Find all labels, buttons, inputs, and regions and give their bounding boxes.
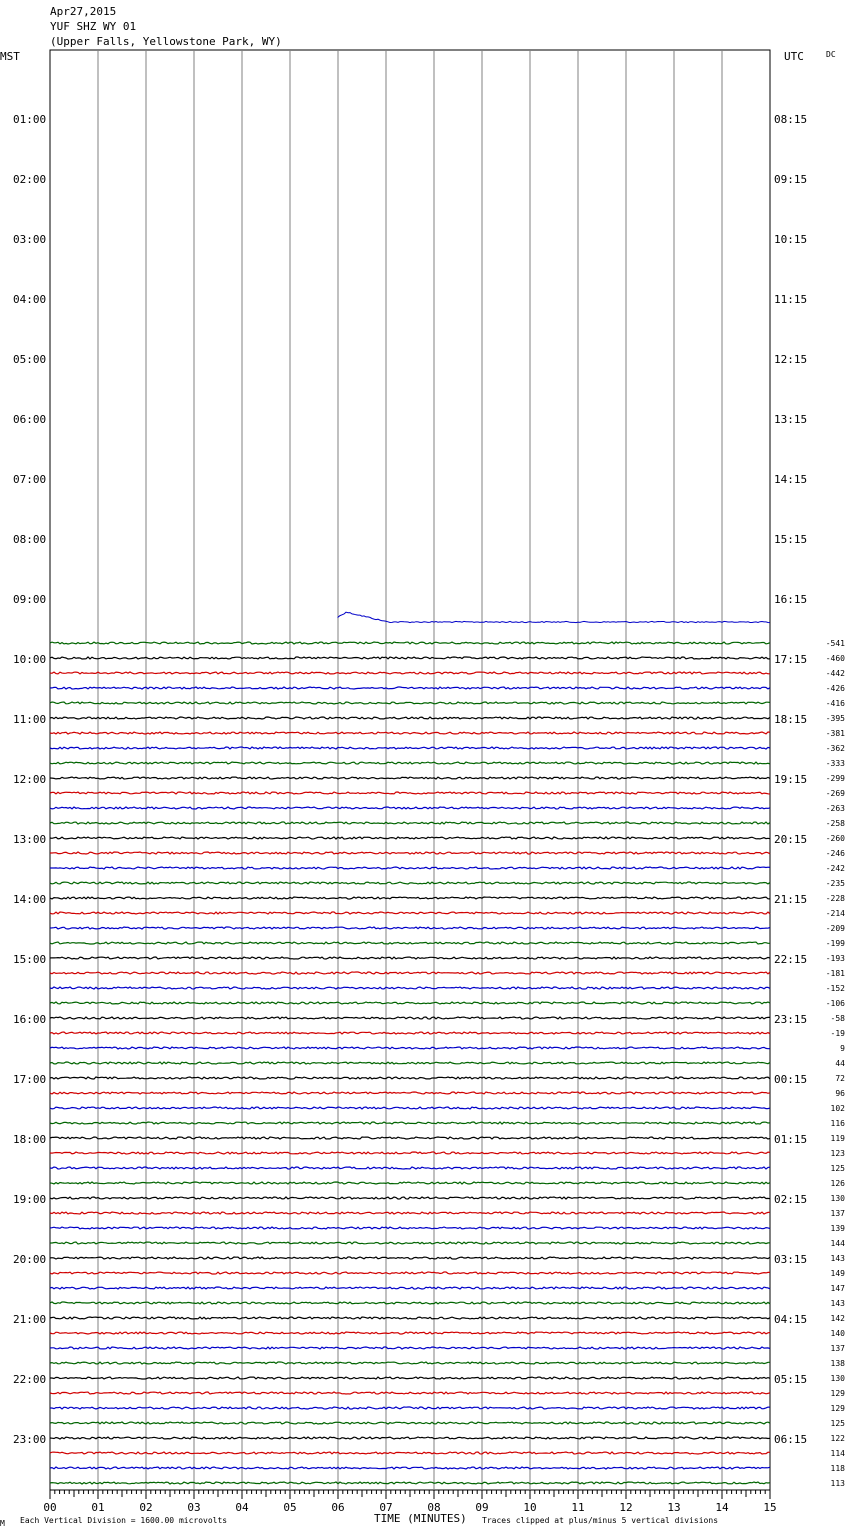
- x-axis-title: TIME (MINUTES): [374, 1512, 467, 1525]
- seismic-trace: [50, 822, 770, 824]
- x-tick-label: 00: [43, 1501, 57, 1514]
- x-tick-label: 10: [523, 1501, 537, 1514]
- mst-hour-label: 05:00: [13, 353, 47, 366]
- seismic-trace: [50, 1482, 770, 1484]
- utc-hour-label: 21:15: [774, 893, 808, 906]
- mst-hour-label: 01:00: [13, 113, 47, 126]
- station-label: YUF SHZ WY 01: [50, 20, 137, 33]
- mst-hour-label: 11:00: [13, 713, 47, 726]
- dc-offset-label: 123: [830, 1149, 845, 1158]
- seismic-trace: [50, 1122, 770, 1124]
- corner-mark: M: [0, 1519, 5, 1528]
- dc-offset-label: -426: [825, 684, 845, 693]
- seismic-trace: [50, 972, 770, 974]
- seismic-trace: [50, 702, 770, 704]
- seismic-trace: [50, 1032, 770, 1034]
- mst-hour-label: 10:00: [13, 653, 47, 666]
- seismic-trace: [50, 1452, 770, 1454]
- seismic-trace: [50, 642, 770, 644]
- utc-hour-label: 12:15: [774, 353, 808, 366]
- dc-offset-label: 129: [830, 1389, 845, 1398]
- x-tick-label: 08: [427, 1501, 441, 1514]
- seismic-trace: [50, 1362, 770, 1364]
- mst-hour-label: 14:00: [13, 893, 47, 906]
- dc-offset-label: -181: [825, 969, 845, 978]
- dc-offset-label: 118: [830, 1464, 845, 1473]
- dc-offset-label: 142: [830, 1314, 845, 1323]
- seismic-trace: [50, 1437, 770, 1439]
- seismic-trace: [50, 1332, 770, 1334]
- seismic-trace: [50, 1317, 770, 1319]
- dc-offset-label: 122: [830, 1434, 845, 1443]
- dc-offset-label: -106: [825, 999, 845, 1008]
- seismic-trace: [50, 867, 770, 869]
- dc-offset-label: 119: [830, 1134, 845, 1143]
- dc-offset-label: -235: [825, 879, 845, 888]
- utc-hour-label: 09:15: [774, 173, 808, 186]
- mst-hour-label: 19:00: [13, 1193, 47, 1206]
- seismic-trace: [50, 792, 770, 794]
- x-tick-label: 09: [475, 1501, 489, 1514]
- x-tick-label: 13: [667, 1501, 681, 1514]
- seismic-trace: [50, 897, 770, 899]
- dc-offset-label: 129: [830, 1404, 845, 1413]
- mst-hour-label: 12:00: [13, 773, 47, 786]
- dc-offset-label: -416: [825, 699, 845, 708]
- seismic-trace: [50, 717, 770, 719]
- utc-hour-label: 03:15: [774, 1253, 808, 1266]
- location-label: (Upper Falls, Yellowstone Park, WY): [50, 35, 282, 48]
- dc-offset-label: -242: [825, 864, 845, 873]
- utc-hour-label: 10:15: [774, 233, 808, 246]
- seismic-trace: [50, 1407, 770, 1409]
- seismic-trace: [50, 942, 770, 944]
- seismic-trace: [50, 1467, 770, 1469]
- seismic-trace: [50, 1287, 770, 1289]
- seismic-trace: [50, 1107, 770, 1109]
- utc-axis-title: UTC: [784, 50, 804, 63]
- mst-hour-label: 17:00: [13, 1073, 47, 1086]
- x-tick-label: 07: [379, 1501, 393, 1514]
- mst-hour-label: 23:00: [13, 1433, 47, 1446]
- seismic-trace: [50, 1272, 770, 1274]
- seismic-trace: [50, 1002, 770, 1004]
- x-tick-label: 12: [619, 1501, 633, 1514]
- dc-offset-label: 72: [835, 1074, 845, 1083]
- utc-hour-label: 16:15: [774, 593, 808, 606]
- dc-offset-label: -460: [825, 654, 845, 663]
- dc-offset-label: -381: [825, 729, 845, 738]
- seismic-trace: [50, 1047, 770, 1049]
- mst-hour-label: 13:00: [13, 833, 47, 846]
- utc-hour-label: 01:15: [774, 1133, 808, 1146]
- seismic-trace: [50, 777, 770, 779]
- dc-label: DC: [826, 50, 836, 59]
- seismic-trace: [50, 837, 770, 839]
- scale-note: Each Vertical Division = 1600.00 microvolts: [20, 1516, 228, 1525]
- mst-hour-label: 22:00: [13, 1373, 47, 1386]
- seismic-trace: [50, 672, 770, 674]
- dc-offset-label: 143: [830, 1299, 845, 1308]
- mst-hour-label: 15:00: [13, 953, 47, 966]
- dc-offset-label: -246: [825, 849, 845, 858]
- seismic-trace: [50, 762, 770, 764]
- dc-offset-label: -395: [825, 714, 845, 723]
- dc-offset-label: -19: [830, 1029, 845, 1038]
- dc-offset-label: 125: [830, 1419, 845, 1428]
- x-tick-label: 14: [715, 1501, 729, 1514]
- seismic-trace: [50, 912, 770, 914]
- seismic-trace: [50, 1092, 770, 1094]
- seismic-trace: [50, 1197, 770, 1199]
- dc-offset-label: -299: [825, 774, 845, 783]
- mst-hour-label: 04:00: [13, 293, 47, 306]
- utc-hour-label: 23:15: [774, 1013, 808, 1026]
- dc-offset-label: 137: [830, 1209, 845, 1218]
- seismic-trace: [50, 657, 770, 659]
- dc-offset-label: -541: [825, 639, 845, 648]
- x-tick-label: 01: [91, 1501, 105, 1514]
- seismic-trace: [50, 807, 770, 809]
- x-tick-label: 03: [187, 1501, 201, 1514]
- seismic-trace: [50, 882, 770, 884]
- dc-offset-label: -58: [830, 1014, 845, 1023]
- seismic-trace: [50, 1062, 770, 1064]
- seismic-trace: [50, 1152, 770, 1154]
- seismic-trace: [50, 852, 770, 854]
- dc-offset-label: -269: [825, 789, 845, 798]
- seismic-trace-first: [338, 612, 770, 622]
- x-tick-label: 11: [571, 1501, 585, 1514]
- utc-hour-label: 06:15: [774, 1433, 808, 1446]
- dc-offset-label: -442: [825, 669, 845, 678]
- dc-offset-label: -260: [825, 834, 845, 843]
- seismic-trace: [50, 1227, 770, 1229]
- utc-hour-label: 17:15: [774, 653, 808, 666]
- mst-hour-label: 08:00: [13, 533, 47, 546]
- dc-offset-label: 9: [840, 1044, 845, 1053]
- mst-axis-title: MST: [0, 50, 20, 63]
- mst-hour-label: 07:00: [13, 473, 47, 486]
- utc-hour-label: 00:15: [774, 1073, 808, 1086]
- seismic-trace: [50, 1212, 770, 1214]
- dc-offset-label: 125: [830, 1164, 845, 1173]
- dc-offset-label: 130: [830, 1374, 845, 1383]
- dc-offset-label: 149: [830, 1269, 845, 1278]
- dc-offset-label: -333: [825, 759, 845, 768]
- mst-hour-label: 20:00: [13, 1253, 47, 1266]
- utc-hour-label: 19:15: [774, 773, 808, 786]
- utc-hour-label: 04:15: [774, 1313, 808, 1326]
- dc-offset-label: -258: [825, 819, 845, 828]
- dc-offset-label: -199: [825, 939, 845, 948]
- utc-hour-label: 13:15: [774, 413, 808, 426]
- seismic-trace: [50, 732, 770, 734]
- dc-offset-label: 114: [830, 1449, 845, 1458]
- seismic-trace: [50, 1137, 770, 1139]
- dc-offset-label: 138: [830, 1359, 845, 1368]
- seismic-trace: [50, 1392, 770, 1394]
- seismic-trace: [50, 987, 770, 989]
- dc-offset-label: 113: [830, 1479, 845, 1488]
- mst-hour-label: 06:00: [13, 413, 47, 426]
- dc-offset-label: -152: [825, 984, 845, 993]
- mst-hour-label: 03:00: [13, 233, 47, 246]
- dc-offset-label: -209: [825, 924, 845, 933]
- seismic-trace: [50, 1182, 770, 1184]
- dc-offset-label: -193: [825, 954, 845, 963]
- seismic-trace: [50, 687, 770, 689]
- mst-hour-label: 09:00: [13, 593, 47, 606]
- date-label: Apr27,2015: [50, 5, 117, 18]
- seismic-trace: [50, 1167, 770, 1169]
- dc-offset-label: 140: [830, 1329, 845, 1338]
- seismic-trace: [50, 1422, 770, 1424]
- seismic-trace: [50, 927, 770, 929]
- dc-offset-label: 102: [830, 1104, 845, 1113]
- x-tick-label: 02: [139, 1501, 153, 1514]
- seismic-trace: [50, 1017, 770, 1019]
- seismic-trace: [50, 747, 770, 749]
- dc-offset-label: -228: [825, 894, 845, 903]
- seismic-trace: [50, 1257, 770, 1259]
- x-tick-label: 04: [235, 1501, 249, 1514]
- clip-note: Traces clipped at plus/minus 5 vertical divisions: [482, 1516, 719, 1525]
- utc-hour-label: 11:15: [774, 293, 808, 306]
- dc-offset-label: -362: [825, 744, 845, 753]
- dc-offset-label: 116: [830, 1119, 845, 1128]
- dc-offset-label: 126: [830, 1179, 845, 1188]
- seismic-trace: [50, 1242, 770, 1244]
- mst-hour-label: 16:00: [13, 1013, 47, 1026]
- utc-hour-label: 20:15: [774, 833, 808, 846]
- x-tick-label: 05: [283, 1501, 297, 1514]
- dc-offset-label: 137: [830, 1344, 845, 1353]
- utc-hour-label: 18:15: [774, 713, 808, 726]
- dc-offset-label: 144: [830, 1239, 845, 1248]
- dc-offset-label: 96: [835, 1089, 845, 1098]
- dc-offset-label: 139: [830, 1224, 845, 1233]
- dc-offset-label: -263: [825, 804, 845, 813]
- utc-hour-label: 15:15: [774, 533, 808, 546]
- mst-hour-label: 21:00: [13, 1313, 47, 1326]
- seismic-trace: [50, 1377, 770, 1379]
- mst-hour-label: 02:00: [13, 173, 47, 186]
- utc-hour-label: 05:15: [774, 1373, 808, 1386]
- seismic-trace: [50, 1347, 770, 1349]
- seismic-trace: [50, 1077, 770, 1079]
- dc-offset-label: 130: [830, 1194, 845, 1203]
- seismic-trace: [50, 957, 770, 959]
- x-tick-label: 06: [331, 1501, 345, 1514]
- utc-hour-label: 22:15: [774, 953, 808, 966]
- dc-offset-label: 44: [835, 1059, 845, 1068]
- dc-offset-label: -214: [825, 909, 845, 918]
- utc-hour-label: 14:15: [774, 473, 808, 486]
- dc-offset-label: 143: [830, 1254, 845, 1263]
- dc-offset-label: 147: [830, 1284, 845, 1293]
- mst-hour-label: 18:00: [13, 1133, 47, 1146]
- x-tick-label: 15: [763, 1501, 777, 1514]
- utc-hour-label: 08:15: [774, 113, 808, 126]
- seismic-trace: [50, 1302, 770, 1304]
- utc-hour-label: 02:15: [774, 1193, 808, 1206]
